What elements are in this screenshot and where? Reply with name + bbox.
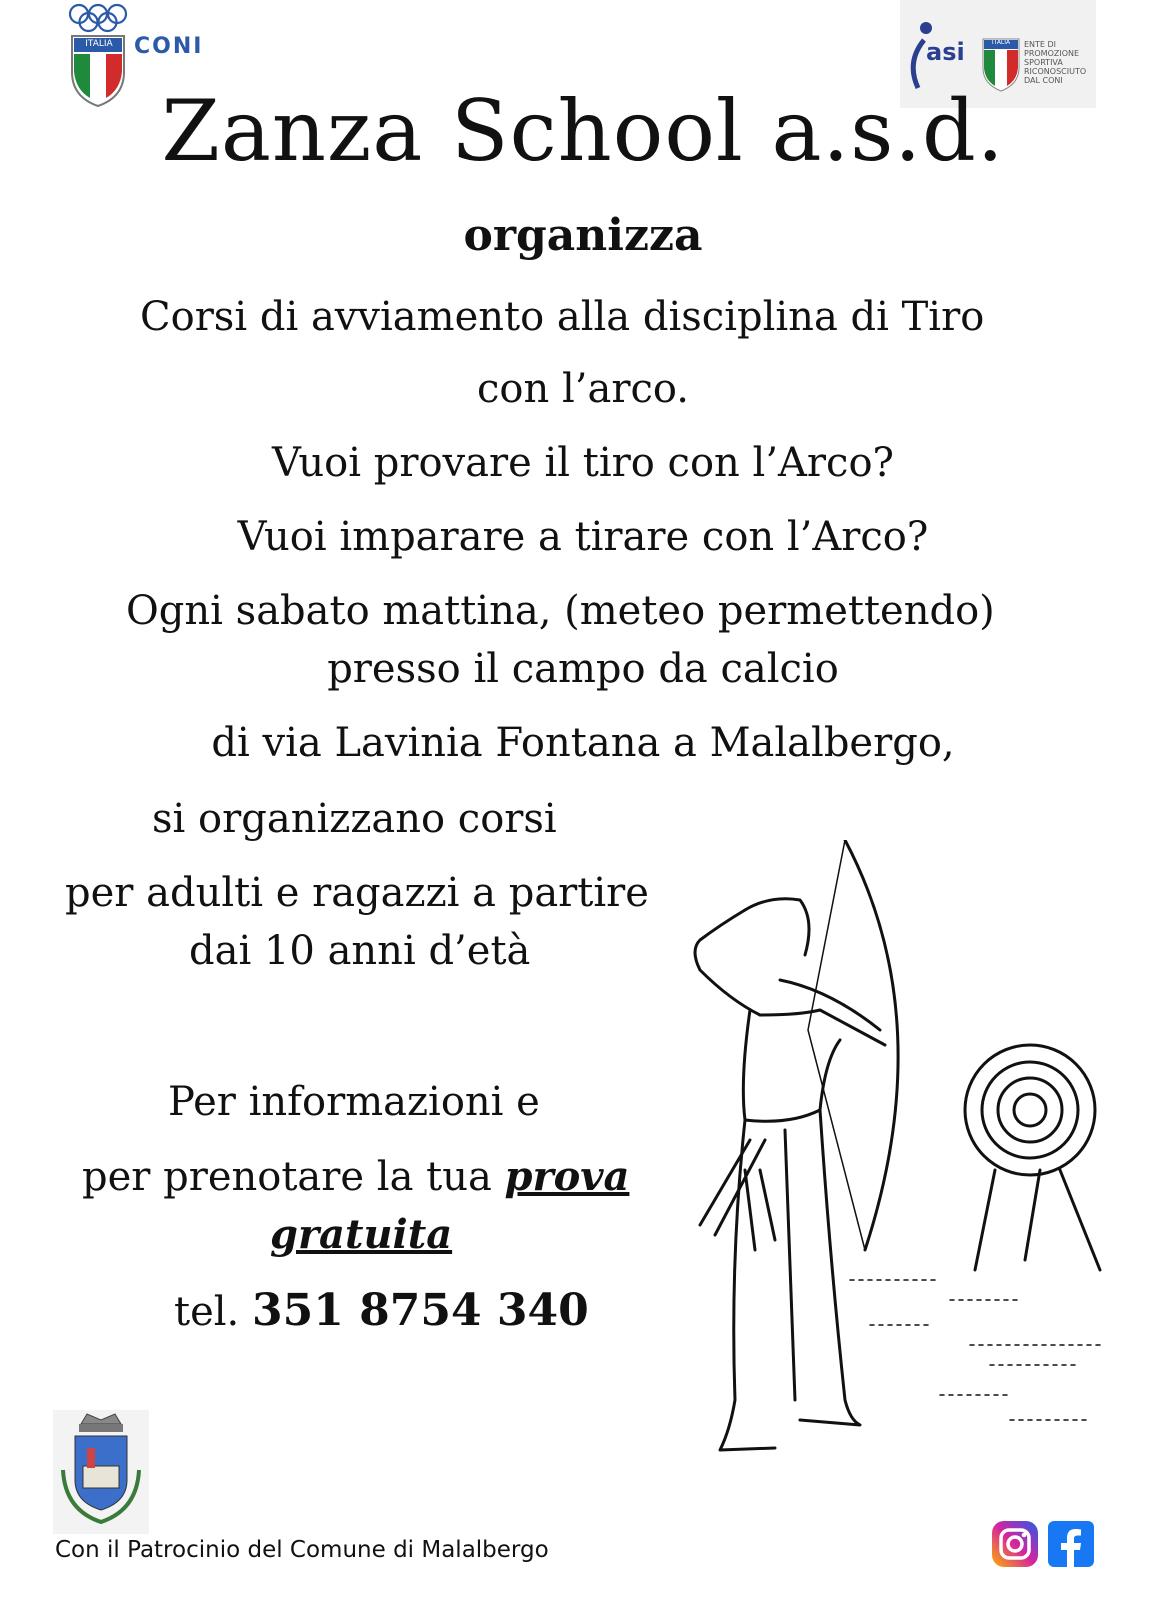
prova-emphasis: prova [504, 1153, 630, 1200]
gratuita-emphasis: gratuita [270, 1211, 453, 1258]
coni-name: CONI [134, 34, 204, 59]
info-line-1: Per informazioni e [168, 1079, 540, 1125]
audience-line-2: dai 10 anni d’età [189, 928, 531, 974]
archer-illustration [690, 840, 1120, 1490]
question-1: Vuoi provare il tiro con l’Arco? [272, 440, 894, 486]
phone-prefix: tel. [174, 1289, 252, 1335]
question-2: Vuoi imparare a tirare con l’Arco? [237, 514, 929, 560]
coni-italia-label: ITALIA [85, 39, 113, 49]
place-line-2: di via Lavinia Fontana a Malalbergo, [211, 720, 955, 766]
info-line-2-prefix: per prenotare la tua [82, 1154, 505, 1200]
asi-caption [1024, 40, 1096, 85]
comune-crest-logo [53, 1410, 149, 1534]
place-line-1: presso il campo da calcio [327, 646, 839, 692]
subtitle: organizza [463, 210, 703, 261]
facebook-icon[interactable] [1047, 1520, 1095, 1572]
asi-caption-line: SPORTIVA [1024, 58, 1063, 67]
courses-line: si organizzano corsi [152, 796, 557, 842]
course-line-2: con l’arco. [477, 366, 689, 412]
asi-brand-text: asi [926, 38, 965, 66]
asi-caption-line: DAL CONI [1024, 76, 1063, 85]
crest-icon [53, 1410, 149, 1534]
patronage-text: Con il Patrocinio del Comune di Malalbergo [55, 1537, 549, 1563]
asi-italia-label: ITALIA [991, 39, 1011, 46]
audience-line-1: per adulti e ragazzi a partire [65, 870, 649, 916]
page-title: Zanza School a.s.d. [161, 82, 1005, 180]
phone-line [174, 1285, 589, 1336]
asi-caption-line: ENTE DI PROMOZIONE [1024, 40, 1080, 58]
course-line-1: Corsi di avviamento alla disciplina di Tiro [140, 294, 985, 340]
asi-caption-line: RICONOSCIUTO [1024, 67, 1087, 76]
instagram-icon[interactable] [991, 1520, 1039, 1572]
schedule-line: Ogni sabato mattina, (meteo permettendo) [126, 588, 995, 634]
info-line-2 [82, 1153, 629, 1200]
phone-number: 351 8754 340 [251, 1285, 589, 1336]
